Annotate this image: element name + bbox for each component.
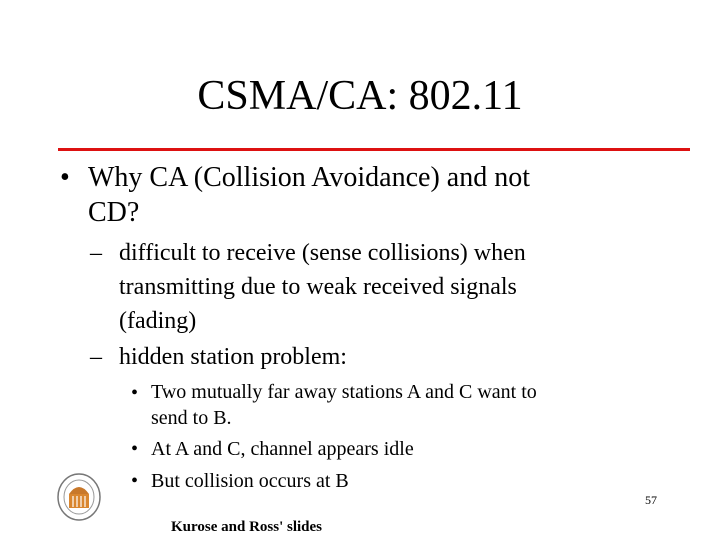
bullet-marker: • bbox=[131, 438, 139, 460]
bullet-line: difficult to receive (sense collisions) when bbox=[119, 240, 526, 266]
university-seal-logo bbox=[56, 472, 102, 522]
bullet-line: Why CA (Collision Avoidance) and not bbox=[88, 162, 530, 193]
bullet-text bbox=[119, 236, 526, 338]
title-divider bbox=[58, 148, 690, 151]
bullet-line: CD? bbox=[88, 197, 140, 228]
bullet-marker: – bbox=[90, 240, 102, 266]
bullet-line: Two mutually far away stations A and C want to bbox=[151, 381, 537, 403]
page-number: 57 bbox=[645, 493, 657, 507]
bullet-text: hidden station problem: bbox=[119, 344, 347, 370]
bullet-text: But collision occurs at B bbox=[151, 470, 349, 492]
bullet-marker: • bbox=[131, 470, 139, 492]
bullet-text: At A and C, channel appears idle bbox=[151, 438, 414, 460]
bullet-marker: – bbox=[90, 344, 102, 370]
bullet-line: (fading) bbox=[119, 308, 197, 334]
bullet-text bbox=[151, 379, 537, 431]
bullet-text bbox=[88, 160, 530, 230]
bullet-marker: • bbox=[131, 382, 139, 404]
slide-title: CSMA/CA: 802.11 bbox=[197, 73, 523, 119]
bullet-marker: • bbox=[60, 162, 70, 193]
footer-credit: Kurose and Ross' slides bbox=[171, 519, 323, 535]
bullet-line: transmitting due to weak received signals bbox=[119, 274, 517, 300]
bullet-line: send to B. bbox=[151, 407, 232, 429]
